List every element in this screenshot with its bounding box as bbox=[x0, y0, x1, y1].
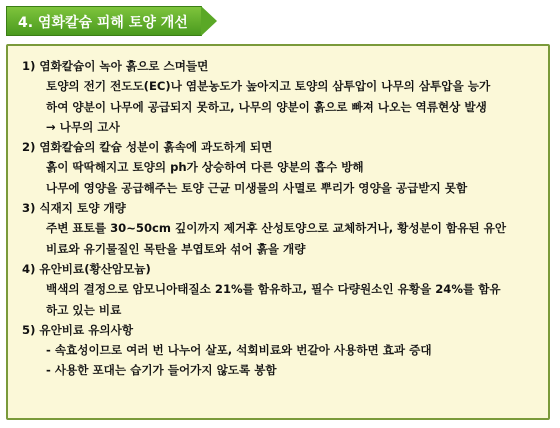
section-heading: 2) 염화칼슘의 칼슘 성분이 흙속에 과도하게 되면 bbox=[22, 140, 273, 155]
body-line: - 사용한 포대는 습기가 들어가지 않도록 봉함 bbox=[46, 363, 277, 378]
body-line: 하고 있는 비료 bbox=[46, 302, 122, 317]
body-line: 나무에 영양을 공급해주는 토양 근균 미생물의 사멸로 뿌리가 영양을 공급받지 못함 bbox=[46, 180, 468, 195]
body-line: - 속효성이므로 여러 번 나누어 살포, 석회비료와 번갈아 사용하면 효과 증대 bbox=[46, 343, 432, 358]
content-panel bbox=[6, 44, 550, 420]
section-heading: 5) 유안비료 유의사항 bbox=[22, 322, 134, 337]
body-line: 백색의 결정으로 암모니아태질소 21%를 함유하고, 필수 다량원소인 유황을 24%를 함유 bbox=[46, 282, 501, 297]
body-line: 주변 표토를 30~50cm 깊이까지 제거후 산성토양으로 교체하거나, 황성분이 함유된 유안 bbox=[46, 221, 507, 236]
section-title: 4. 염화칼슘 피해 토양 개선 bbox=[18, 15, 188, 31]
title-arrow-shape bbox=[201, 6, 217, 36]
body-line: 토양의 전기 전도도(EC)나 염분농도가 높아지고 토양의 삼투압이 나무의 삼투압을 능가 bbox=[46, 79, 491, 94]
body-line: → 나무의 고사 bbox=[46, 119, 120, 134]
body-line: 하여 양분이 나무에 공급되지 못하고, 나무의 양분이 흙으로 빠져 나오는 역류현상 발생 bbox=[46, 99, 487, 114]
section-heading: 4) 유안비료(황산암모늄) bbox=[22, 261, 151, 276]
section-heading: 1) 염화칼슘이 녹아 흙으로 스며들면 bbox=[22, 59, 209, 73]
section-heading: 3) 식재지 토양 개량 bbox=[22, 201, 126, 216]
body-line: 비료와 유기물질인 목탄을 부엽토와 섞어 흙을 개량 bbox=[46, 241, 306, 256]
section-title-banner bbox=[6, 6, 218, 36]
body-line: 흙이 딱딱해지고 토양의 ph가 상승하여 다른 양분의 흡수 방해 bbox=[46, 160, 364, 175]
content-body bbox=[22, 56, 540, 381]
